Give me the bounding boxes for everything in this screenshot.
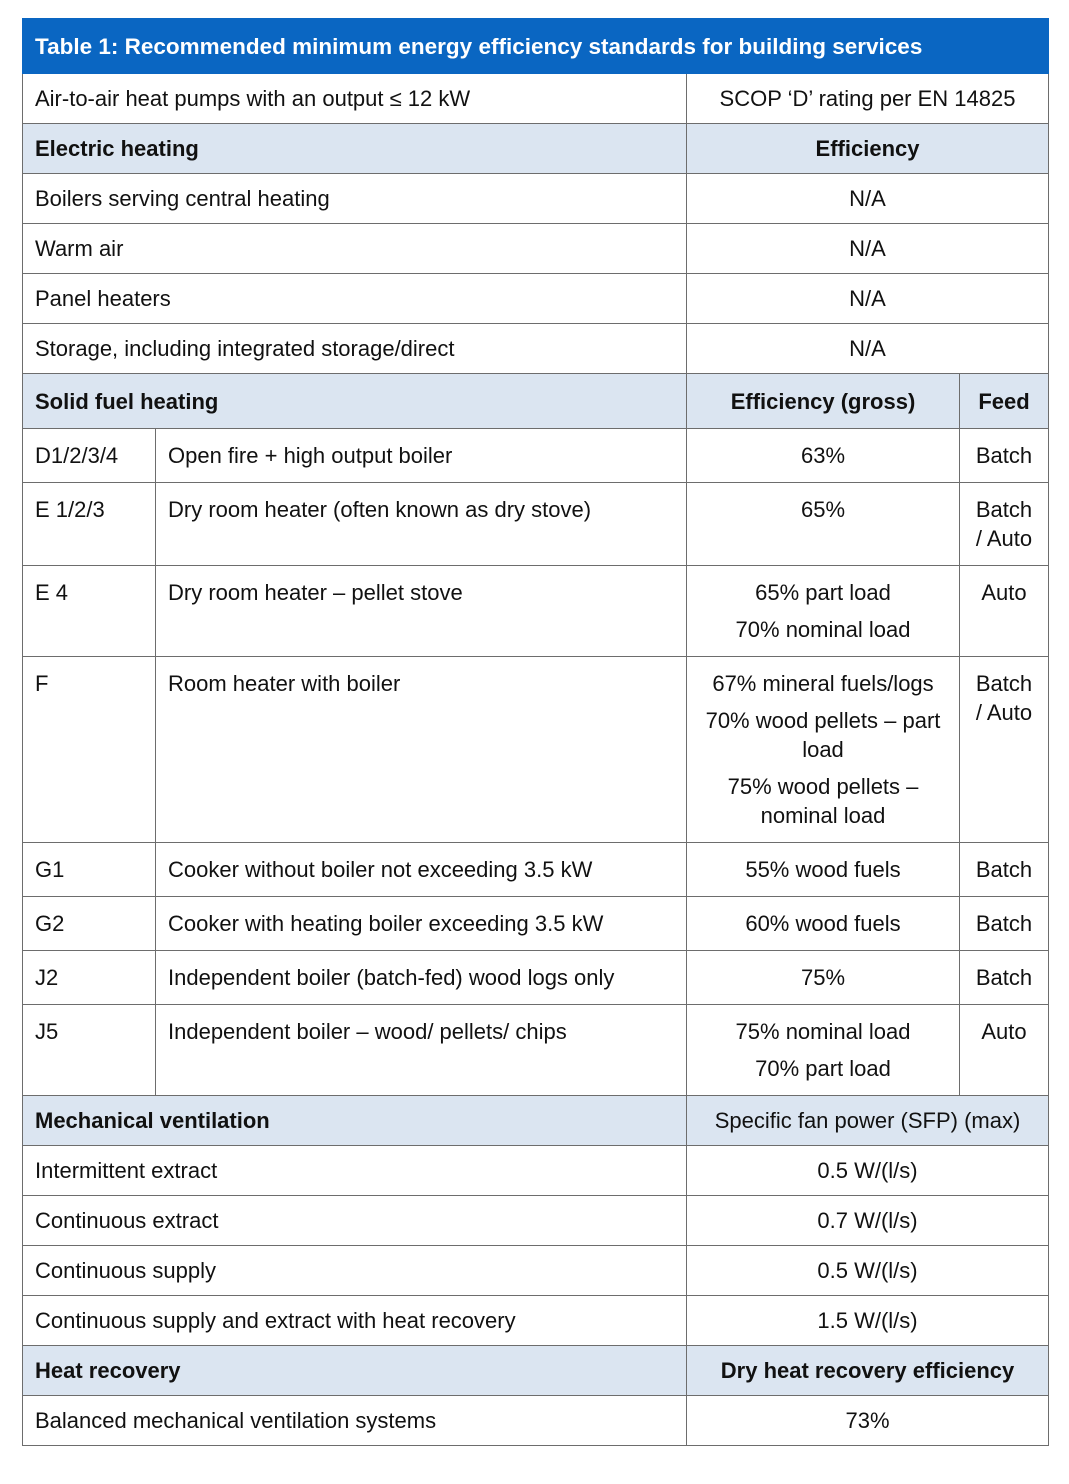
section-title: Heat recovery <box>23 1346 687 1396</box>
feed-type: Batch <box>960 897 1049 951</box>
section-header-ventilation <box>23 1096 1049 1146</box>
efficiency-cell <box>687 1005 960 1096</box>
row-label: Panel heaters <box>23 274 687 324</box>
row-label: Air-to-air heat pumps with an output ≤ 12 kW <box>23 74 687 124</box>
appliance-description: Open fire + high output boiler <box>156 429 687 483</box>
efficiency-value: 70% part load <box>755 1056 891 1081</box>
appliance-code: E 1/2/3 <box>23 483 156 566</box>
table-row <box>23 657 1049 843</box>
section-title: Mechanical ventilation <box>23 1096 687 1146</box>
efficiency-value: 70% nominal load <box>735 617 911 642</box>
appliance-description: Dry room heater (often known as dry stove) <box>156 483 687 566</box>
feed-type: Batch <box>960 843 1049 897</box>
row-value: N/A <box>687 224 1049 274</box>
feed-type: Auto <box>960 1005 1049 1096</box>
efficiency-cell <box>687 897 960 951</box>
column-heading-efficiency: Efficiency (gross) <box>687 374 960 429</box>
heat-pump-row <box>23 74 1049 124</box>
table-row <box>23 897 1049 951</box>
efficiency-value: 70% wood pellets – part load <box>705 708 941 762</box>
efficiency-standards-table <box>22 18 1049 1446</box>
table-caption: Table 1: Recommended minimum energy efficiency standards for building services <box>23 19 1049 74</box>
row-value: 0.7 W/(l/s) <box>687 1196 1049 1246</box>
column-heading: Efficiency <box>687 124 1049 174</box>
table-row <box>23 1005 1049 1096</box>
appliance-code: D1/2/3/4 <box>23 429 156 483</box>
table-row <box>23 324 1049 374</box>
feed-type: Batch / Auto <box>960 657 1049 843</box>
table-row <box>23 843 1049 897</box>
feed-type: Auto <box>960 566 1049 657</box>
appliance-description: Cooker without boiler not exceeding 3.5 kW <box>156 843 687 897</box>
table-row <box>23 1146 1049 1196</box>
efficiency-value: 75% <box>800 965 846 990</box>
row-value: SCOP ‘D’ rating per EN 14825 <box>687 74 1049 124</box>
section-header-electric <box>23 124 1049 174</box>
table-caption-row <box>23 19 1049 74</box>
feed-type: Batch <box>960 951 1049 1005</box>
table-row <box>23 1296 1049 1346</box>
table-row <box>23 1196 1049 1246</box>
appliance-code: G2 <box>23 897 156 951</box>
column-heading: Specific fan power (SFP) (max) <box>687 1096 1049 1146</box>
efficiency-cell <box>687 951 960 1005</box>
table-row <box>23 224 1049 274</box>
row-label: Boilers serving central heating <box>23 174 687 224</box>
efficiency-value: 75% nominal load <box>735 1019 911 1044</box>
table-row <box>23 951 1049 1005</box>
efficiency-value: 60% wood fuels <box>745 911 901 936</box>
appliance-description: Independent boiler (batch-fed) wood logs only <box>156 951 687 1005</box>
row-label: Continuous extract <box>23 1196 687 1246</box>
table-row <box>23 483 1049 566</box>
row-value: N/A <box>687 274 1049 324</box>
row-value: N/A <box>687 324 1049 374</box>
efficiency-value: 75% wood pellets – nominal load <box>727 774 919 828</box>
feed-type: Batch / Auto <box>960 483 1049 566</box>
appliance-code: G1 <box>23 843 156 897</box>
row-value: 0.5 W/(l/s) <box>687 1146 1049 1196</box>
feed-type: Batch <box>960 429 1049 483</box>
appliance-description: Dry room heater – pellet stove <box>156 566 687 657</box>
efficiency-value: 63% <box>800 443 846 468</box>
row-label: Continuous supply <box>23 1246 687 1296</box>
efficiency-cell <box>687 429 960 483</box>
appliance-description: Cooker with heating boiler exceeding 3.5 kW <box>156 897 687 951</box>
column-heading-feed: Feed <box>960 374 1049 429</box>
row-label: Continuous supply and extract with heat recovery <box>23 1296 687 1346</box>
row-label: Intermittent extract <box>23 1146 687 1196</box>
row-value: 0.5 W/(l/s) <box>687 1246 1049 1296</box>
efficiency-value: 65% part load <box>755 580 891 605</box>
section-title: Electric heating <box>23 124 687 174</box>
table-row <box>23 1396 1049 1446</box>
table-row <box>23 429 1049 483</box>
row-value: 73% <box>687 1396 1049 1446</box>
table-row <box>23 566 1049 657</box>
efficiency-cell <box>687 483 960 566</box>
appliance-code: J5 <box>23 1005 156 1096</box>
efficiency-cell <box>687 566 960 657</box>
appliance-code: F <box>23 657 156 843</box>
efficiency-cell <box>687 843 960 897</box>
efficiency-value: 65% <box>800 497 846 522</box>
appliance-code: E 4 <box>23 566 156 657</box>
efficiency-cell <box>687 657 960 843</box>
efficiency-value: 67% mineral fuels/logs <box>712 671 934 696</box>
section-header-solid-fuel <box>23 374 1049 429</box>
table-row <box>23 1246 1049 1296</box>
appliance-description: Room heater with boiler <box>156 657 687 843</box>
column-heading: Dry heat recovery efficiency <box>687 1346 1049 1396</box>
appliance-code: J2 <box>23 951 156 1005</box>
row-label: Storage, including integrated storage/direct <box>23 324 687 374</box>
table-row <box>23 174 1049 224</box>
row-label: Balanced mechanical ventilation systems <box>23 1396 687 1446</box>
row-value: N/A <box>687 174 1049 224</box>
row-value: 1.5 W/(l/s) <box>687 1296 1049 1346</box>
row-label: Warm air <box>23 224 687 274</box>
section-header-heat-recovery <box>23 1346 1049 1396</box>
efficiency-value: 55% wood fuels <box>745 857 901 882</box>
section-title: Solid fuel heating <box>23 374 687 429</box>
appliance-description: Independent boiler – wood/ pellets/ chips <box>156 1005 687 1096</box>
table-row <box>23 274 1049 324</box>
